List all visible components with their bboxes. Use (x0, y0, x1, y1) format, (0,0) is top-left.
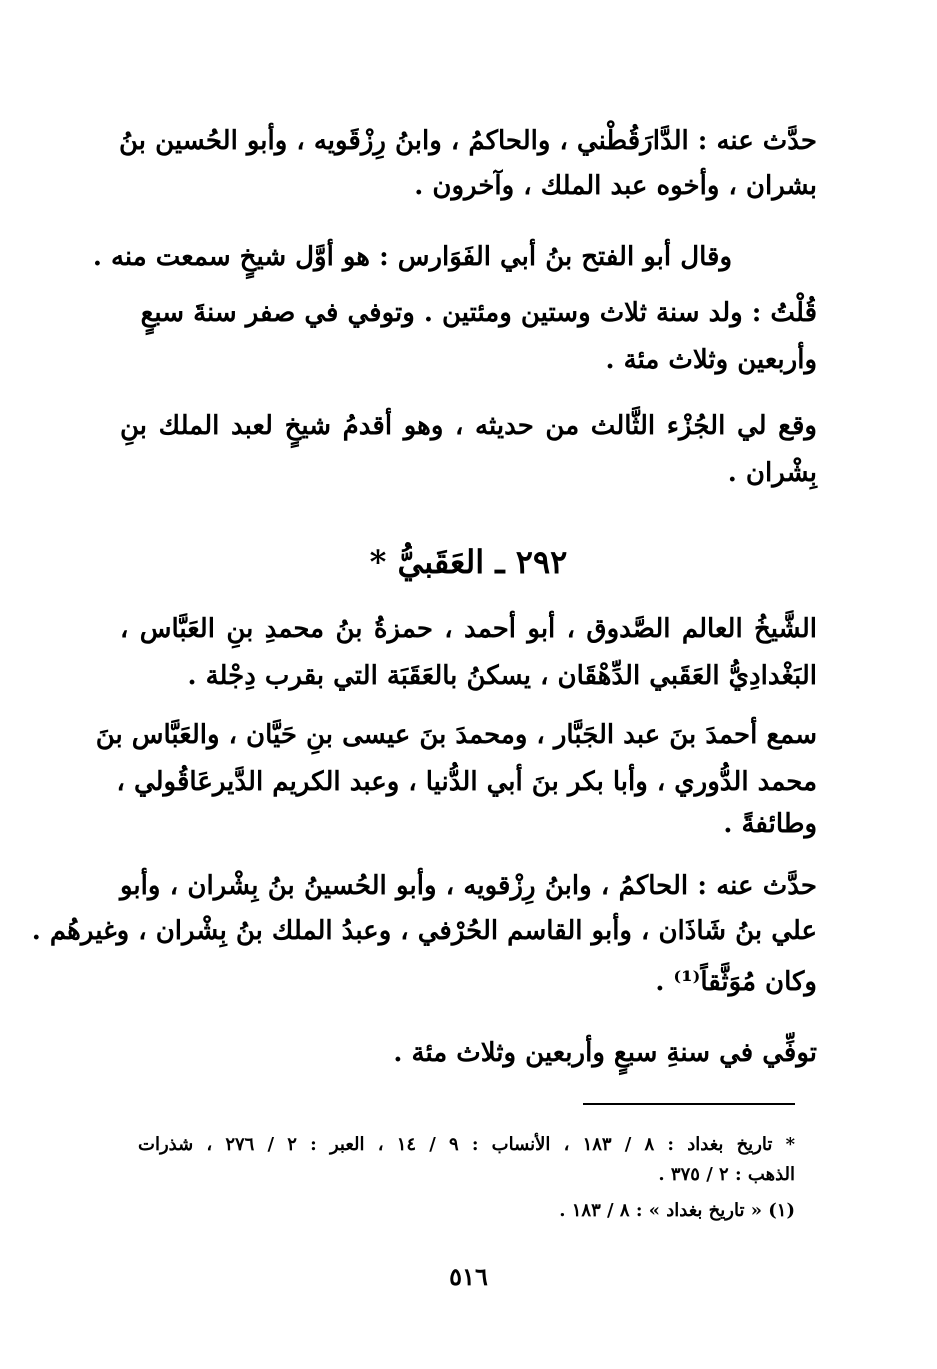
text-line: حدَّث عنه : الحاكمُ ، وابنُ رِزْقويه ، وأبو الحُسينُ بنُ بِشْران ، وأبو (120, 871, 817, 901)
footnote-line: * تاريخ بغداد : ٨ / ١٨٣ ، الأنساب : ٩ / ١٤ ، العبر : ٢ / ٢٧٦ ، شذرات (138, 1134, 795, 1155)
text-line: الشَّيخُ العالم الصَّدوق ، أبو أحمد ، حمزةُ بنُ محمدِ بنِ العَبَّاس ، (120, 614, 817, 644)
page-number: ٥١٦ (449, 1262, 488, 1291)
footnote-divider (583, 1103, 795, 1105)
text-line: بشران ، وأخوه عبد الملك ، وآخرون . (414, 171, 817, 201)
text-line: علي بنُ شَاذَان ، وأبو القاسم الحُرْفي ، وعبدُ الملك بنُ بِشْران ، وغيرهُم . (31, 916, 817, 946)
text-line: سمع أحمدَ بنَ عبد الجَبَّار ، ومحمدَ بنَ عيسى بنِ حَيَّان ، والعَبَّاس بنَ (95, 720, 817, 750)
text-line: البَغْدادِيُّ العَقَبي الدِّهْقَان ، يسكنُ بالعَقَبَة التي بقرب دِجْلة . (187, 661, 817, 691)
text-line: وأربعين وثلاث مئة . (605, 345, 817, 375)
footnote-line: الذهب : ٢ / ٣٧٥ . (658, 1164, 795, 1185)
footnote-line: (١) « تاريخ بغداد » : ٨ / ١٨٣ . (559, 1200, 795, 1221)
text-line: حدَّث عنه : الدَّارَقُطْني ، والحاكمُ ، وابنُ رِزْقَويه ، وأبو الحُسين بنُ (118, 126, 817, 156)
text-line: بِشْران . (727, 458, 817, 488)
text-line: وطائفةً . (723, 809, 817, 839)
text-line: وكان مُوَثَّقاً⁽¹⁾ . (655, 967, 817, 997)
text-line: محمد الدُّوري ، وأبا بكر بنَ أبي الدُّنيا ، وعبد الكريم الدَّيرعَاقُولي ، (116, 767, 817, 797)
text-line: قُلْتُ : ولد سنة ثلاث وستين ومئتين . وتوفي في صفر سنةَ سبعٍ (140, 298, 817, 328)
text-line: توفِّي في سنةِ سبعٍ وأربعين وثلاث مئة . (393, 1038, 817, 1068)
text-line: وقع لي الجُزْء الثَّالث من حديثه ، وهو أقدمُ شيخٍ لعبد الملك بنِ (120, 411, 817, 441)
entry-heading: ٢٩٢ ـ العَقَبيُّ * (369, 543, 568, 581)
text-line: وقال أبو الفتح بنُ أبي الفَوَارس : هو أوَّل شيخٍ سمعت منه . (92, 242, 732, 272)
